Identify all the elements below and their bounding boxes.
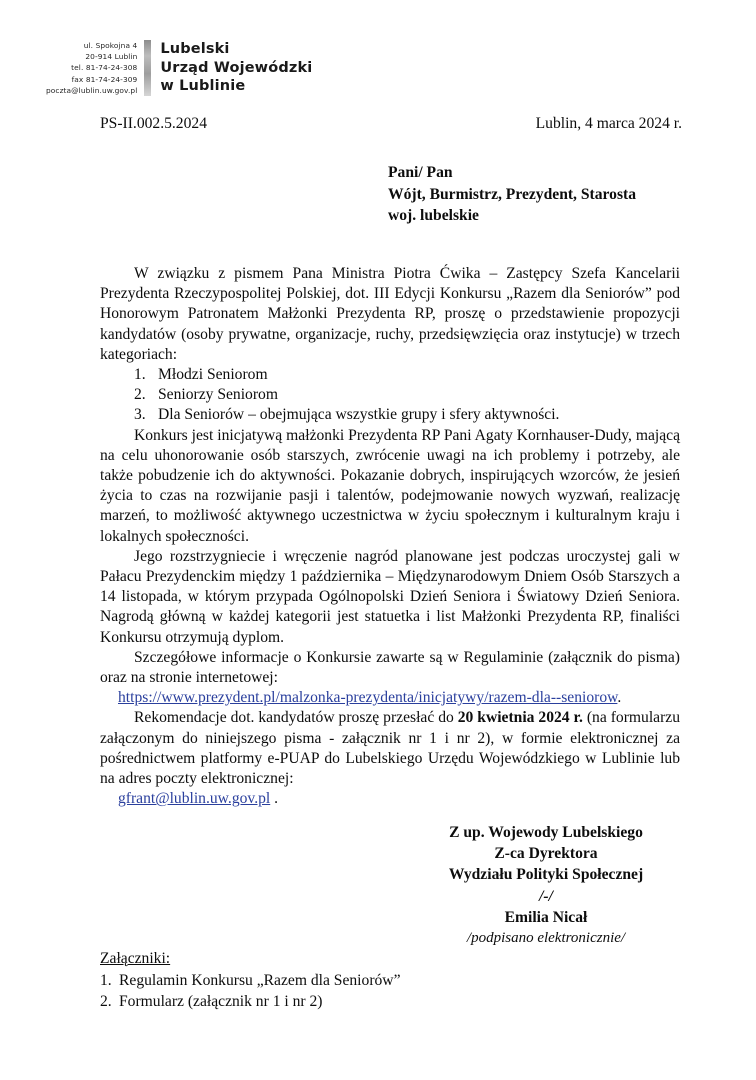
letterhead [46, 40, 312, 96]
deadline-text-before: Rekomendacje dot. kandydatów proszę przesłać do [134, 709, 458, 727]
contact-street: ul. Spokojna 4 [83, 41, 138, 50]
document-place-date: Lublin, 4 marca 2024 r. [535, 115, 682, 132]
letter-body [100, 264, 680, 809]
website-link-row [100, 688, 680, 708]
attachment-number: 2. [100, 993, 112, 1010]
attachments-title: Załączniki: [100, 950, 171, 967]
signature-position: Z-ca Dyrektora [494, 845, 598, 863]
category-list [100, 365, 680, 426]
letterhead-contact-block [46, 40, 144, 96]
org-line-1: Lubelski [160, 41, 230, 58]
addressee-block [388, 162, 636, 227]
org-line-3: w Lublinie [160, 78, 246, 95]
org-line-2: Urząd Wojewódzki [160, 59, 313, 76]
list-item [100, 970, 401, 992]
attachment-number: 1. [100, 971, 112, 989]
paragraph-deadline [100, 708, 680, 789]
letterhead-organization-name [160, 40, 312, 96]
contact-email: poczta@lublin.uw.gov.pl [46, 85, 138, 95]
category-number: 3. [134, 406, 146, 424]
contact-fax: fax 81-74-24-309 [71, 74, 138, 84]
signature-department: Wydziału Polityki Społecznej [448, 866, 644, 884]
list-item [100, 365, 680, 385]
email-link-trailing-punctuation: . [274, 790, 279, 808]
paragraph-gala: Jego rozstrzygniecie i wręczenie nagród planowane jest podczas uroczystej gali w Pałacu Prezydenckim między 1 października – Międzynarodowym Dniem Osób Starszych a 14 listopada, w którym przypada Ogólnopolski Dzień Seniora i Światowy Dzień Seniora. Nagrodą główną w każdej kategorii jest statuetka i list Małżonki Prezydenta RP, finaliści Konkursu otrzymują dyplom. [100, 547, 680, 646]
category-number: 2. [134, 386, 146, 404]
letterhead-divider-bar [144, 40, 151, 96]
list-item [100, 385, 680, 405]
addressee-roles: Wójt, Burmistrz, Prezydent, Starosta [388, 185, 637, 203]
attachments-block [100, 948, 401, 1013]
signature-electronic-note: /podpisano elektronicznie/ [466, 930, 626, 947]
signature-slash-mark: /-/ [539, 887, 553, 905]
website-link-trailing-punctuation: . [617, 689, 622, 707]
attachment-label: Regulamin Konkursu „Razem dla Seniorów” [119, 971, 401, 989]
contact-email-link[interactable]: gfrant@lublin.uw.gov.pl [118, 790, 271, 808]
paragraph-details: Szczegółowe informacje o Konkursie zawarte są w Regulaminie (załącznik do pisma) oraz na stronie internetowej: [100, 648, 680, 687]
attachments-list [100, 970, 401, 1013]
deadline-text-after: (na formularzu załączonym do niniejszego pisma - załącznik nr 1 i nr 2), w formie elektronicznej za pośrednictwem platformy e-PUAP do Lubelskiego Urzędu Wojewódzkiego w Lublinie lub na adres poczty elektronicznej: [100, 709, 680, 788]
category-label: Dla Seniorów – obejmująca wszystkie grupy i sfery aktywności. [158, 406, 560, 424]
attachment-label: Formularz (załącznik nr 1 i nr 2) [119, 993, 323, 1010]
category-label: Seniorzy Seniorom [158, 386, 278, 404]
signature-authority: Z up. Wojewody Lubelskiego [449, 824, 643, 841]
list-item [100, 991, 401, 1013]
addressee-region: woj. lubelskie [388, 207, 479, 224]
email-link-row [100, 789, 680, 809]
addressee-salutation: Pani/ Pan [388, 164, 453, 181]
paragraph-initiative: Konkurs jest inicjatywą małżonki Prezydenta RP Pani Agaty Kornhauser-Dudy, mającą na celu uhonorowanie osób starszych, zwrócenie uwagi na ich problemy i potrzeby, ale także pobudzenie ich do aktywności. Pokazanie dobrych, inspirujących wzorców, że jesień życia to czas na rozwijanie pasji i talentów, podejmowanie nowych wyzwań, realizację marzeń, to możliwość aktywnego uczestnictwa w życiu społecznym i kulturalnym kraju i lokalnych społeczności. [100, 426, 680, 545]
signature-block [396, 822, 696, 949]
contact-tel: tel. 81-74-24-308 [71, 63, 138, 73]
category-number: 1. [134, 366, 146, 384]
paragraph-intro: W związku z pismem Pana Ministra Piotra Ćwika – Zastępcy Szefa Kancelarii Prezydenta Rzeczypospolitej Polskiej, dot. III Edycji Konkursu „Razem dla Seniorów” pod Honorowym Patronatem Małżonki Prezydenta RP, proszę o przedstawienie propozycji kandydatów (osoby prywatne, organizacje, ruchy, przedsięwzięcia oraz instytucje) w trzech kategoriach: [100, 265, 680, 363]
list-item [100, 405, 680, 425]
category-label: Młodzi Seniorom [158, 366, 268, 384]
document-reference-number: PS-II.002.5.2024 [100, 115, 207, 132]
contest-website-link[interactable]: https://www.prezydent.pl/malzonka-prezydenta/inicjatywy/razem-dla--seniorow [118, 689, 618, 707]
reference-date-row [100, 114, 682, 134]
deadline-date: 20 kwietnia 2024 r. [457, 709, 583, 727]
signature-name: Emilia Nicał [504, 908, 588, 926]
contact-city: 20-914 Lublin [85, 52, 138, 62]
